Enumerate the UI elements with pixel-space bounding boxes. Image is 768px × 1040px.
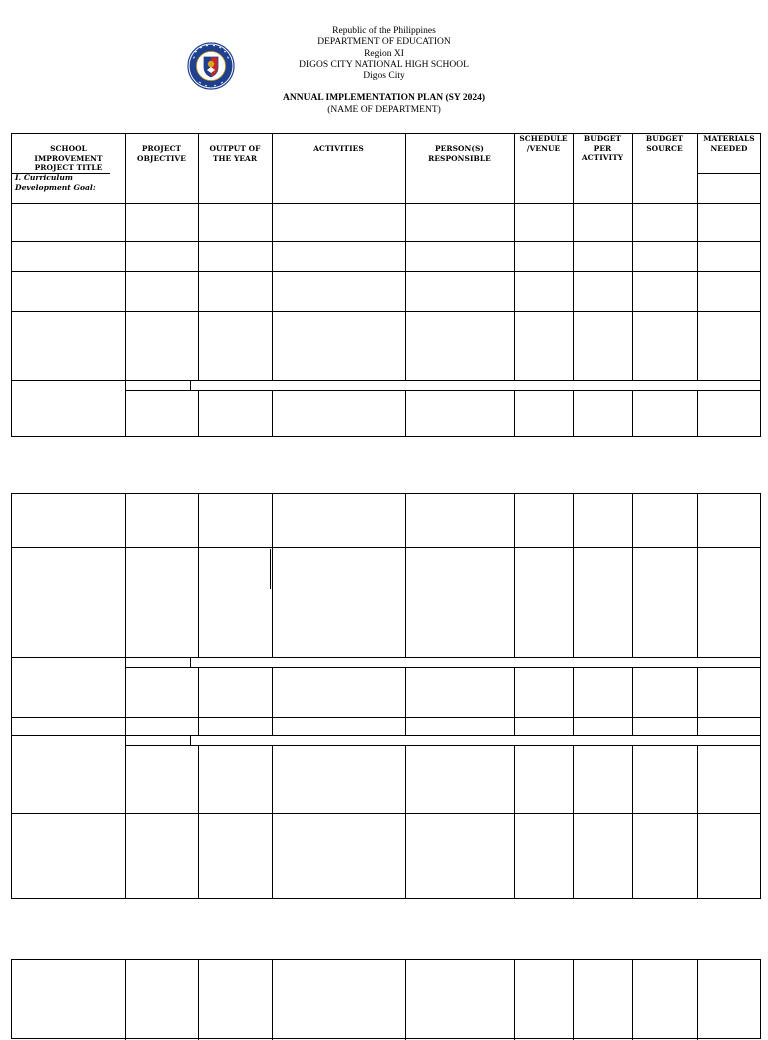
plan-title: ANNUAL IMPLEMENTATION PLAN (SY 2024) — [283, 93, 485, 104]
region-line: Region XI — [364, 48, 404, 59]
col-header-project-objective: PROJECT OBJECTIVE — [137, 144, 186, 163]
col-header-output: OUTPUT OF THE YEAR — [209, 144, 261, 163]
department-line: DEPARTMENT OF EDUCATION — [317, 37, 451, 48]
republic-line: Republic of the Philippines — [332, 26, 436, 36]
col-header-activities: ACTIVITIES — [313, 144, 364, 153]
implementation-table-3 — [11, 959, 761, 1039]
col-header-schedule-venue: SCHEDULE /VENUE — [519, 134, 568, 153]
col-header-budget-source: BUDGET SOURCE — [645, 134, 684, 153]
school-line: DIGOS CITY NATIONAL HIGH SCHOOL — [299, 59, 469, 70]
department-placeholder: (NAME OF DEPARTMENT) — [327, 104, 441, 115]
col-header-materials-needed: MATERIALS NEEDED — [703, 134, 755, 153]
implementation-table-2 — [11, 493, 761, 899]
implementation-table-1 — [11, 133, 761, 437]
col-header-persons-responsible: PERSON(S) RESPONSIBLE — [428, 144, 491, 163]
col-header-project-title: SCHOOL IMPROVEMENT PROJECT TITLE — [34, 144, 103, 173]
city-line: Digos City — [363, 71, 405, 82]
col-header-budget-per-activity: BUDGET PER ACTIVITY — [581, 134, 624, 163]
curriculum-goal-label: I. Curriculum Development Goal: — [15, 173, 96, 192]
document-header — [0, 26, 768, 116]
